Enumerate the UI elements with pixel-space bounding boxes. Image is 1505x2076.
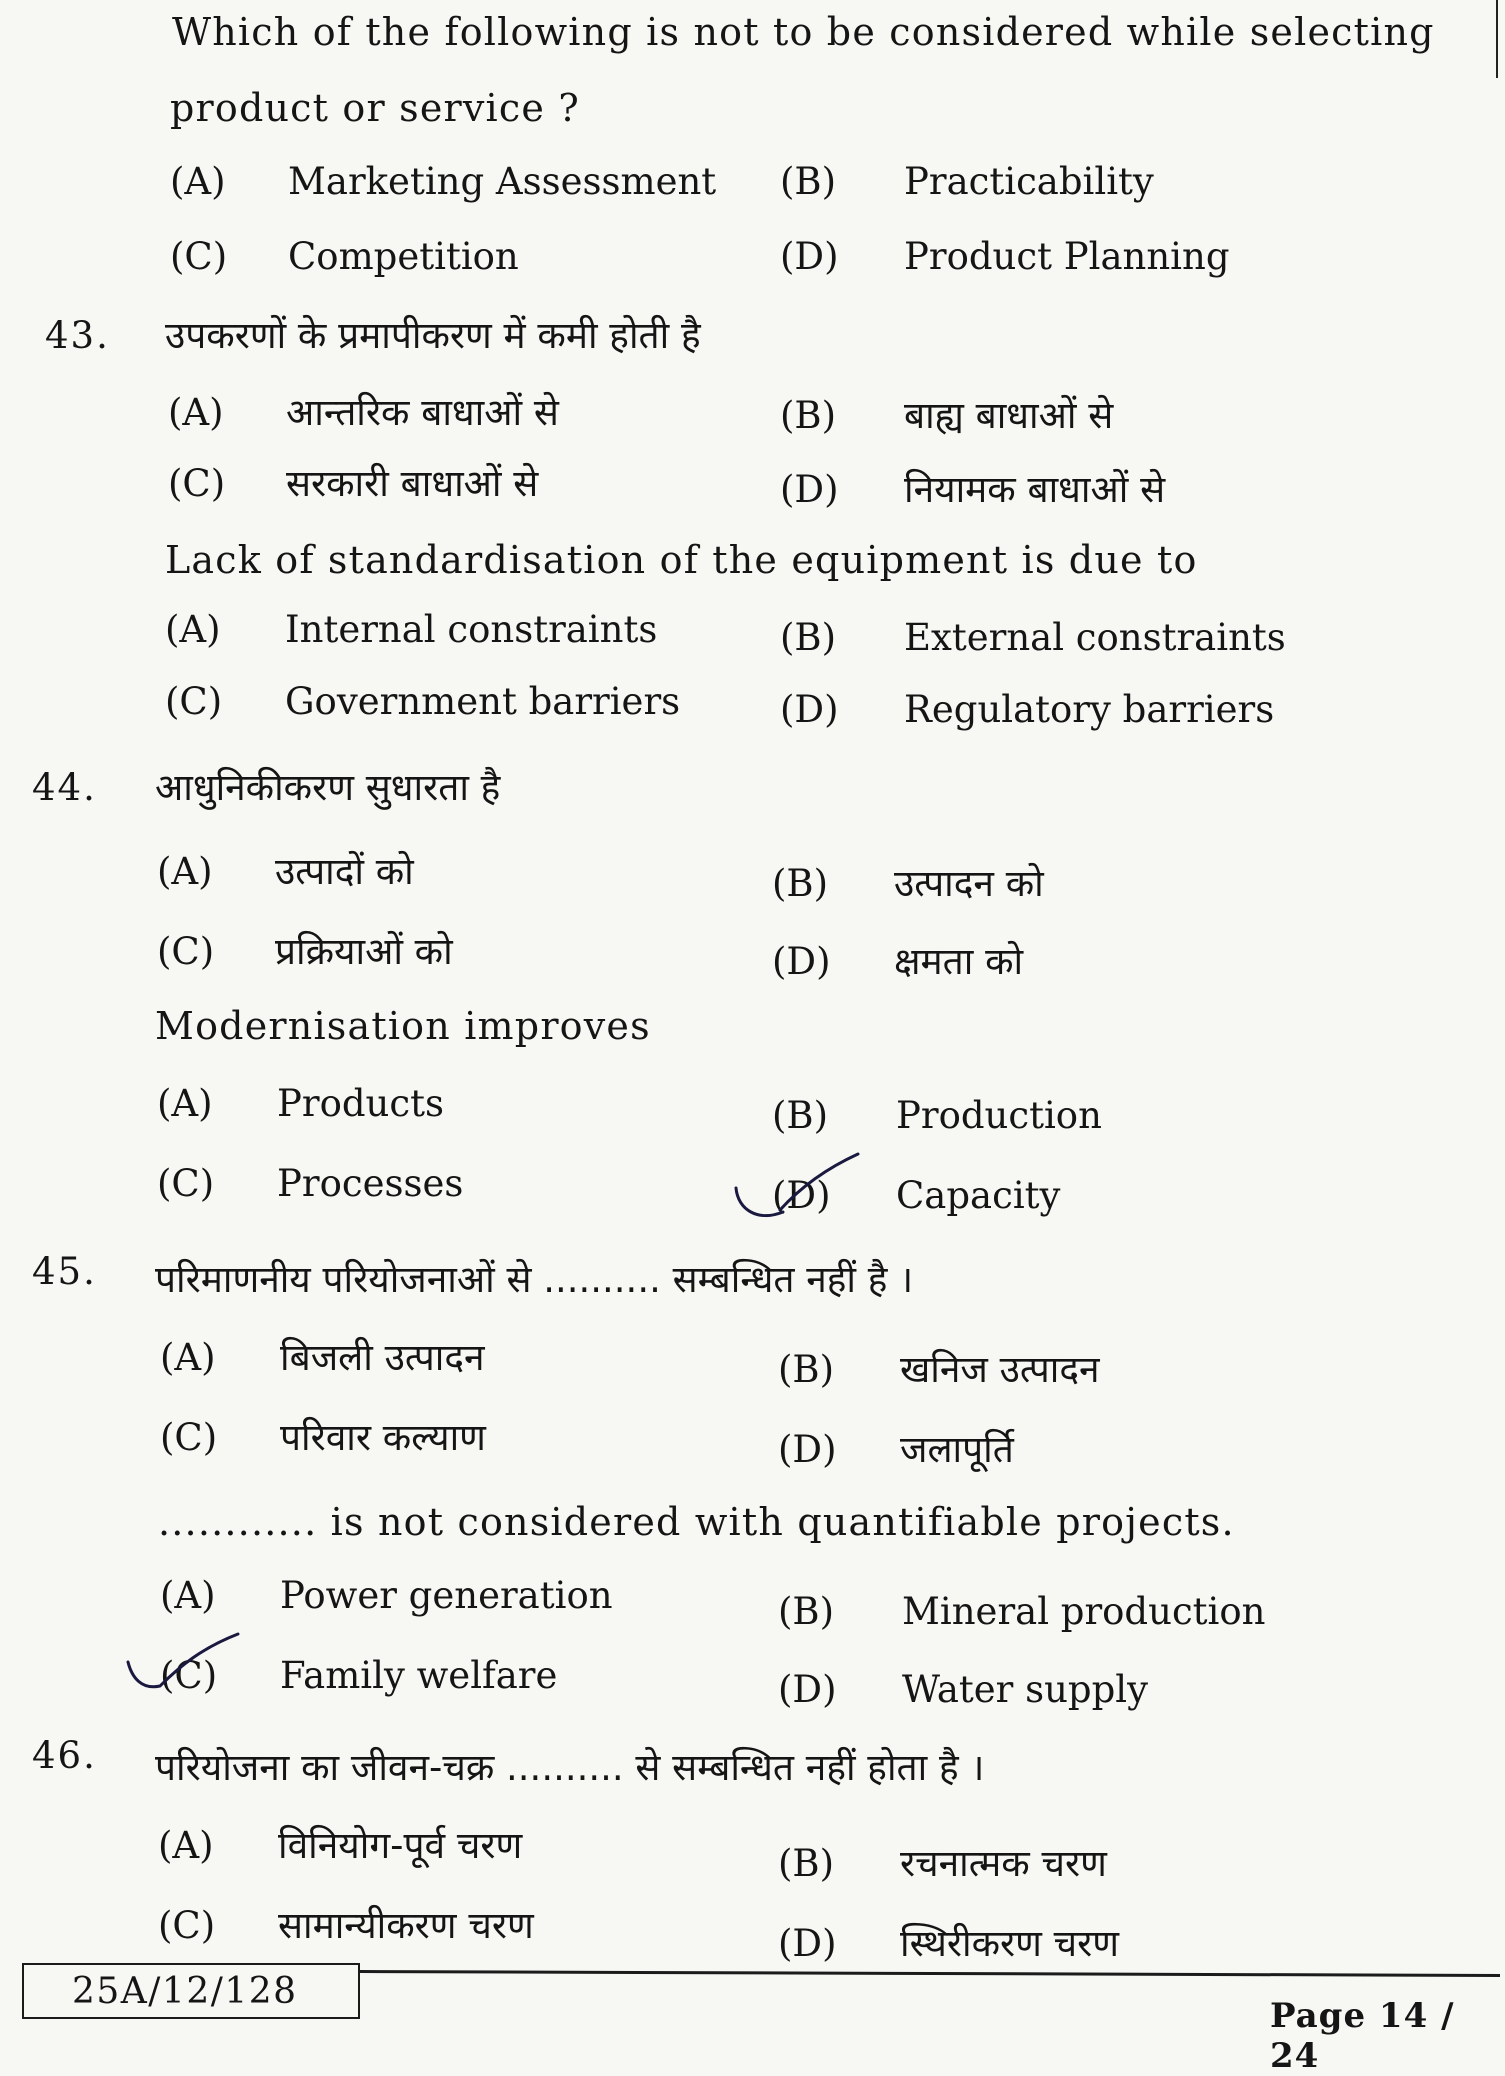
q44-hindi-option-d: (D) क्षमता को (772, 940, 1024, 983)
q43-option-c: (C) Government barriers (165, 680, 681, 723)
q45-hindi-option-d: (D) जलापूर्ति (778, 1428, 1014, 1471)
q45-hindi-option-c: (C) परिवार कल्याण (160, 1416, 486, 1459)
q43-english-question: Lack of standardisation of the equipment is due to (165, 538, 1198, 582)
q43-option-b: (B) External constraints (780, 616, 1286, 659)
footer-rule (360, 1970, 1500, 1977)
q45-option-a: (A) Power generation (160, 1574, 613, 1617)
q44-english-question: Modernisation improves (155, 1004, 651, 1048)
q44-hindi-option-a: (A) उत्पादों को (157, 850, 414, 893)
handwritten-tick-mark-q45 (120, 1630, 250, 1710)
right-margin-rule (1496, 0, 1498, 78)
q46-number: 46. (32, 1734, 97, 1777)
q45-english-question: ............ is not considered with quantifiable projects. (158, 1500, 1235, 1544)
q42-english-question-line1: Which of the following is not to be considered while selecting (172, 10, 1435, 54)
q44-hindi-question: आधुनिकीकरण सुधारता है (155, 766, 501, 809)
q44-option-d: (D) Capacity (772, 1174, 1061, 1217)
q43-number: 43. (45, 314, 110, 357)
q43-hindi-question: उपकरणों के प्रमापीकरण में कमी होती है (165, 314, 701, 357)
paper-code-box: 25A/12/128 (22, 1963, 360, 2019)
q46-hindi-option-c: (C) सामान्यीकरण चरण (158, 1904, 534, 1947)
q43-hindi-option-b: (B) बाह्य बाधाओं से (780, 394, 1114, 437)
q44-number: 44. (32, 766, 97, 809)
q46-hindi-option-a: (A) विनियोग-पूर्व चरण (158, 1824, 523, 1867)
q43-hindi-option-c: (C) सरकारी बाधाओं से (168, 462, 539, 505)
q43-option-d: (D) Regulatory barriers (780, 688, 1275, 731)
q42-option-b: (B) Practicability (780, 160, 1154, 203)
q42-english-question-line2: product or service ? (170, 86, 580, 130)
q45-option-c: (C) Family welfare (160, 1654, 558, 1697)
q45-hindi-option-b: (B) खनिज उत्पादन (778, 1348, 1100, 1391)
q42-option-c: (C) Competition (170, 235, 519, 278)
q46-hindi-option-d: (D) स्थिरीकरण चरण (778, 1922, 1120, 1965)
q42-option-a: (A) Marketing Assessment (170, 160, 717, 203)
q46-hindi-option-b: (B) रचनात्मक चरण (778, 1842, 1107, 1885)
q44-option-a: (A) Products (157, 1082, 444, 1125)
q45-hindi-question: परिमाणनीय परियोजनाओं से .......... सम्बन्धित नहीं है । (155, 1258, 914, 1301)
q46-hindi-question: परियोजना का जीवन-चक्र .......... से सम्बन्धित नहीं होता है । (155, 1746, 985, 1789)
handwritten-tick-mark-q44 (728, 1150, 868, 1230)
q45-option-d: (D) Water supply (778, 1668, 1149, 1711)
q43-hindi-option-a: (A) आन्तरिक बाधाओं से (168, 391, 559, 434)
q45-number: 45. (32, 1250, 97, 1293)
q45-option-b: (B) Mineral production (778, 1590, 1266, 1633)
q44-option-b: (B) Production (772, 1094, 1102, 1137)
page-number: Page 14 / 24 (1270, 1996, 1455, 2076)
q43-option-a: (A) Internal constraints (165, 608, 658, 651)
q44-hindi-option-b: (B) उत्पादन को (772, 862, 1044, 905)
q44-hindi-option-c: (C) प्रक्रियाओं को (157, 930, 453, 973)
q45-hindi-option-a: (A) बिजली उत्पादन (160, 1336, 485, 1379)
q42-option-d: (D) Product Planning (780, 235, 1230, 278)
q43-hindi-option-d: (D) नियामक बाधाओं से (780, 468, 1166, 511)
q44-option-c: (C) Processes (157, 1162, 464, 1205)
